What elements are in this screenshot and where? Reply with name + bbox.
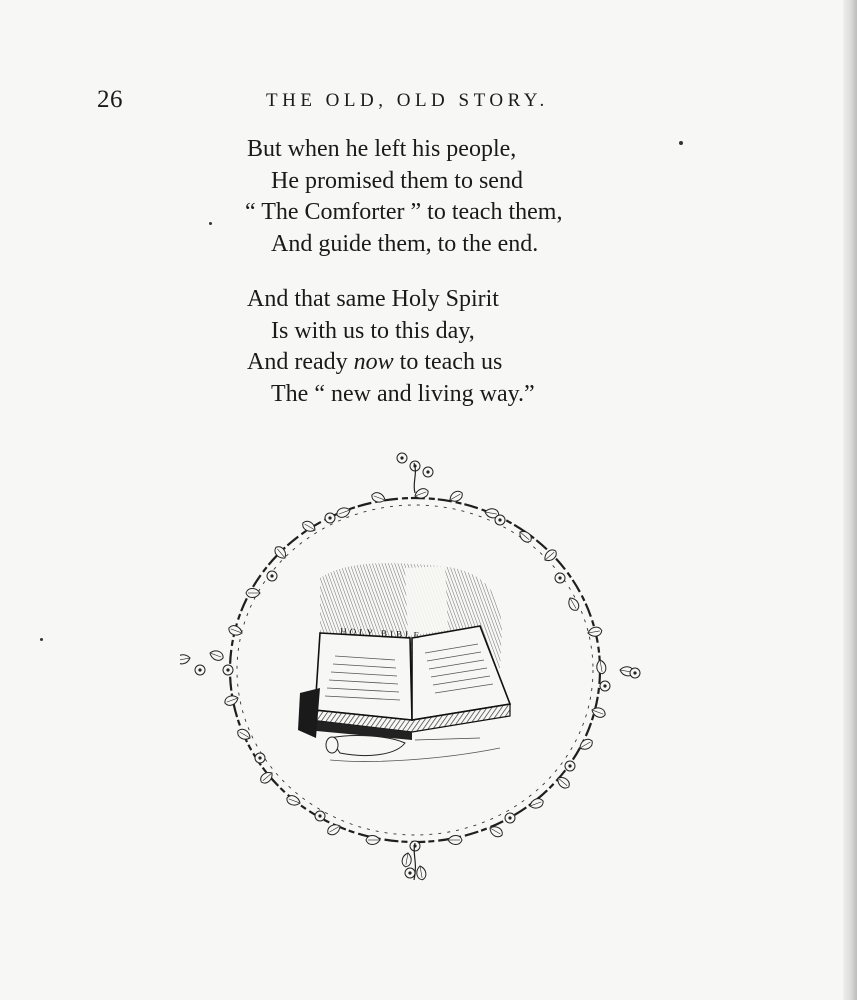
- stray-ink-mark: [40, 638, 43, 641]
- scroll: [326, 736, 500, 762]
- bible-book: [298, 626, 510, 740]
- verse-line: And guide them, to the end.: [271, 230, 539, 257]
- wreath-bible-illustration: [180, 448, 650, 888]
- page-number: 26: [97, 86, 123, 113]
- page-edge: [843, 0, 857, 1000]
- stanza-1: [247, 134, 562, 260]
- running-title: THE OLD, OLD STORY.: [266, 90, 549, 111]
- verse-line: And that same Holy Spirit: [247, 286, 499, 312]
- wreath-bible-icon: [180, 448, 650, 888]
- verse-text: to teach us: [393, 349, 503, 375]
- verse-text: And ready: [247, 349, 354, 375]
- stray-ink-mark: [679, 141, 683, 145]
- verse-line: [247, 347, 535, 379]
- verse-line: Is with us to this day,: [271, 317, 475, 344]
- verse-line: The “ new and living way.”: [271, 380, 535, 407]
- stanza-2: [247, 284, 535, 410]
- stray-ink-mark: [209, 222, 212, 225]
- verse-line: But when he left his people,: [247, 136, 517, 162]
- verse-line: “ The Comforter ” to teach them,: [245, 199, 563, 225]
- emphasized-word: now: [353, 349, 394, 375]
- bible-label: HOLY BIBLE: [339, 626, 423, 641]
- verse-line: He promised them to send: [271, 167, 523, 194]
